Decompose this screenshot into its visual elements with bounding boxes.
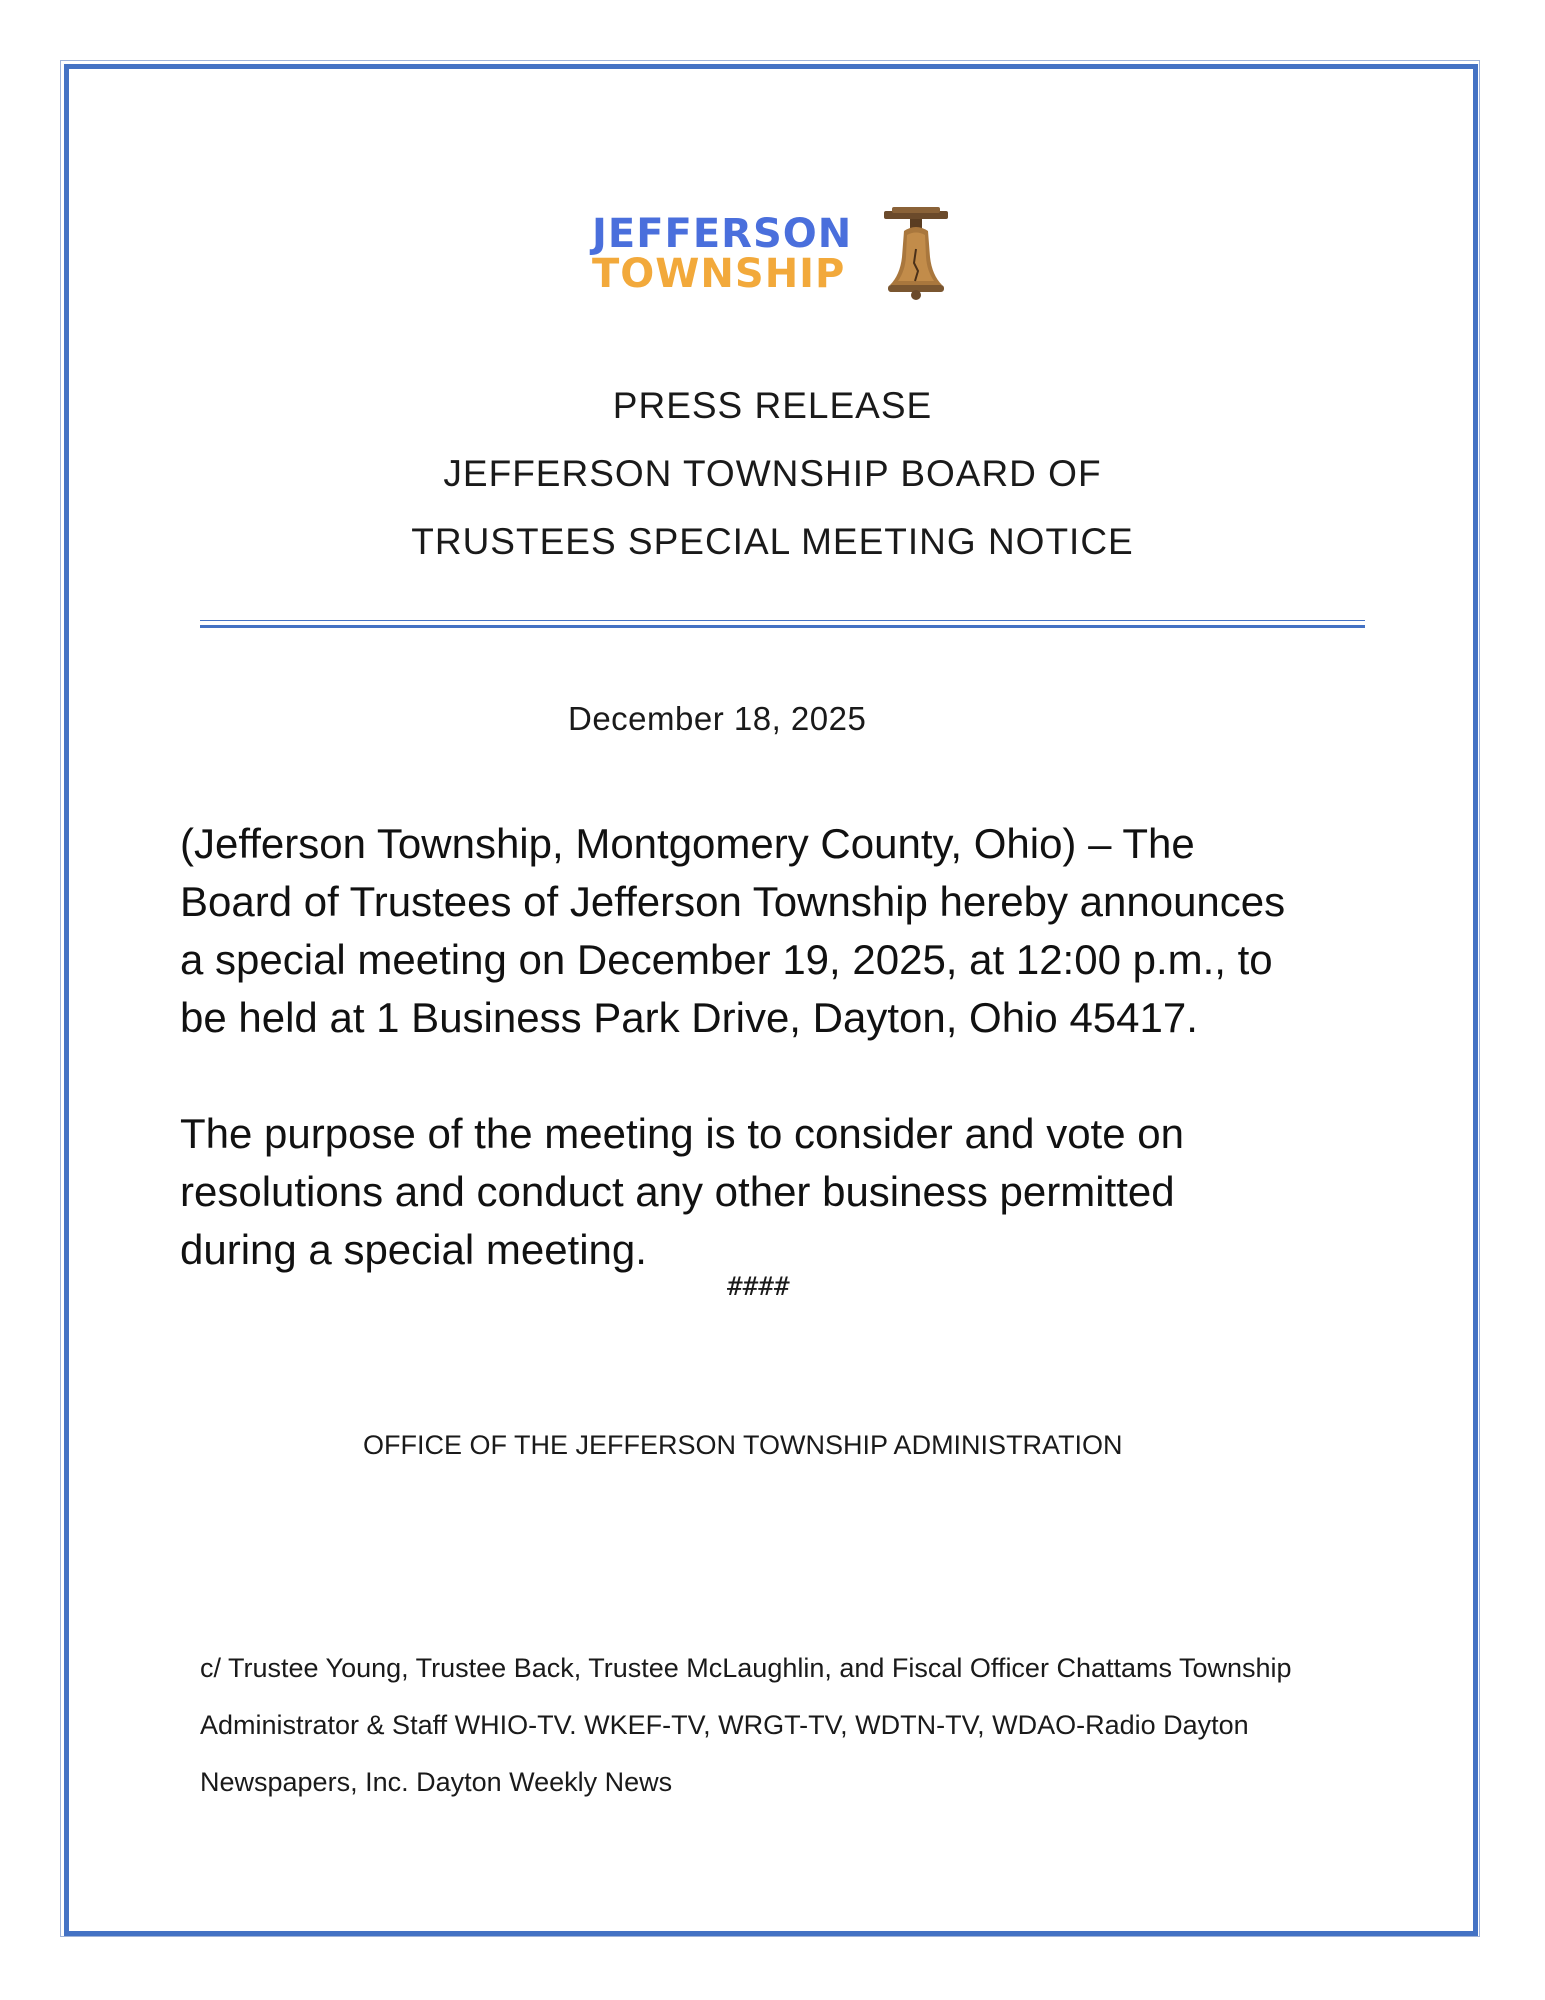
header-divider-thin [200, 620, 1365, 621]
paragraph-line: (Jefferson Township, Montgomery County, Ohio) – The [180, 820, 1195, 867]
announcement-paragraph [180, 815, 1380, 1047]
paragraph-line: resolutions and conduct any other business permitted [180, 1168, 1175, 1215]
distribution-line: c/ Trustee Young, Trustee Back, Trustee McLaughlin, and Fiscal Officer Chattams Township [200, 1653, 1292, 1683]
paragraph-line: The purpose of the meeting is to consider and vote on [180, 1110, 1184, 1157]
release-date: December 18, 2025 [568, 700, 867, 737]
paragraph-line: Board of Trustees of Jefferson Township hereby announces [180, 878, 1286, 925]
distribution-line: Newspapers, Inc. Dayton Weekly News [200, 1767, 673, 1797]
paragraph-line: be held at 1 Business Park Drive, Dayton, Ohio 45417. [180, 994, 1198, 1041]
end-marker: #### [727, 1272, 790, 1302]
press-release-label: PRESS RELEASE [612, 385, 933, 426]
paragraph-line: a special meeting on December 19, 2025, at 12:00 p.m., to [180, 936, 1273, 983]
headline-line-2: TRUSTEES SPECIAL MEETING NOTICE [411, 521, 1134, 562]
township-logo [592, 205, 952, 305]
logo-text-jefferson: JEFFERSON [592, 211, 853, 257]
logo-text-township: TOWNSHIP [592, 251, 846, 297]
distribution-line: Administrator & Staff WHIO-TV. WKEF-TV, WRGT-TV, WDTN-TV, WDAO-Radio Dayton [200, 1710, 1249, 1740]
liberty-bell-icon [880, 205, 952, 305]
header-divider [200, 625, 1365, 628]
headline-line-1: JEFFERSON TOWNSHIP BOARD OF [443, 453, 1102, 494]
office-signature: OFFICE OF THE JEFFERSON TOWNSHIP ADMINISTRATION [363, 1430, 1123, 1460]
distribution-list [200, 1640, 1360, 1811]
paragraph-line: during a special meeting. [180, 1226, 647, 1273]
purpose-paragraph [180, 1105, 1380, 1279]
